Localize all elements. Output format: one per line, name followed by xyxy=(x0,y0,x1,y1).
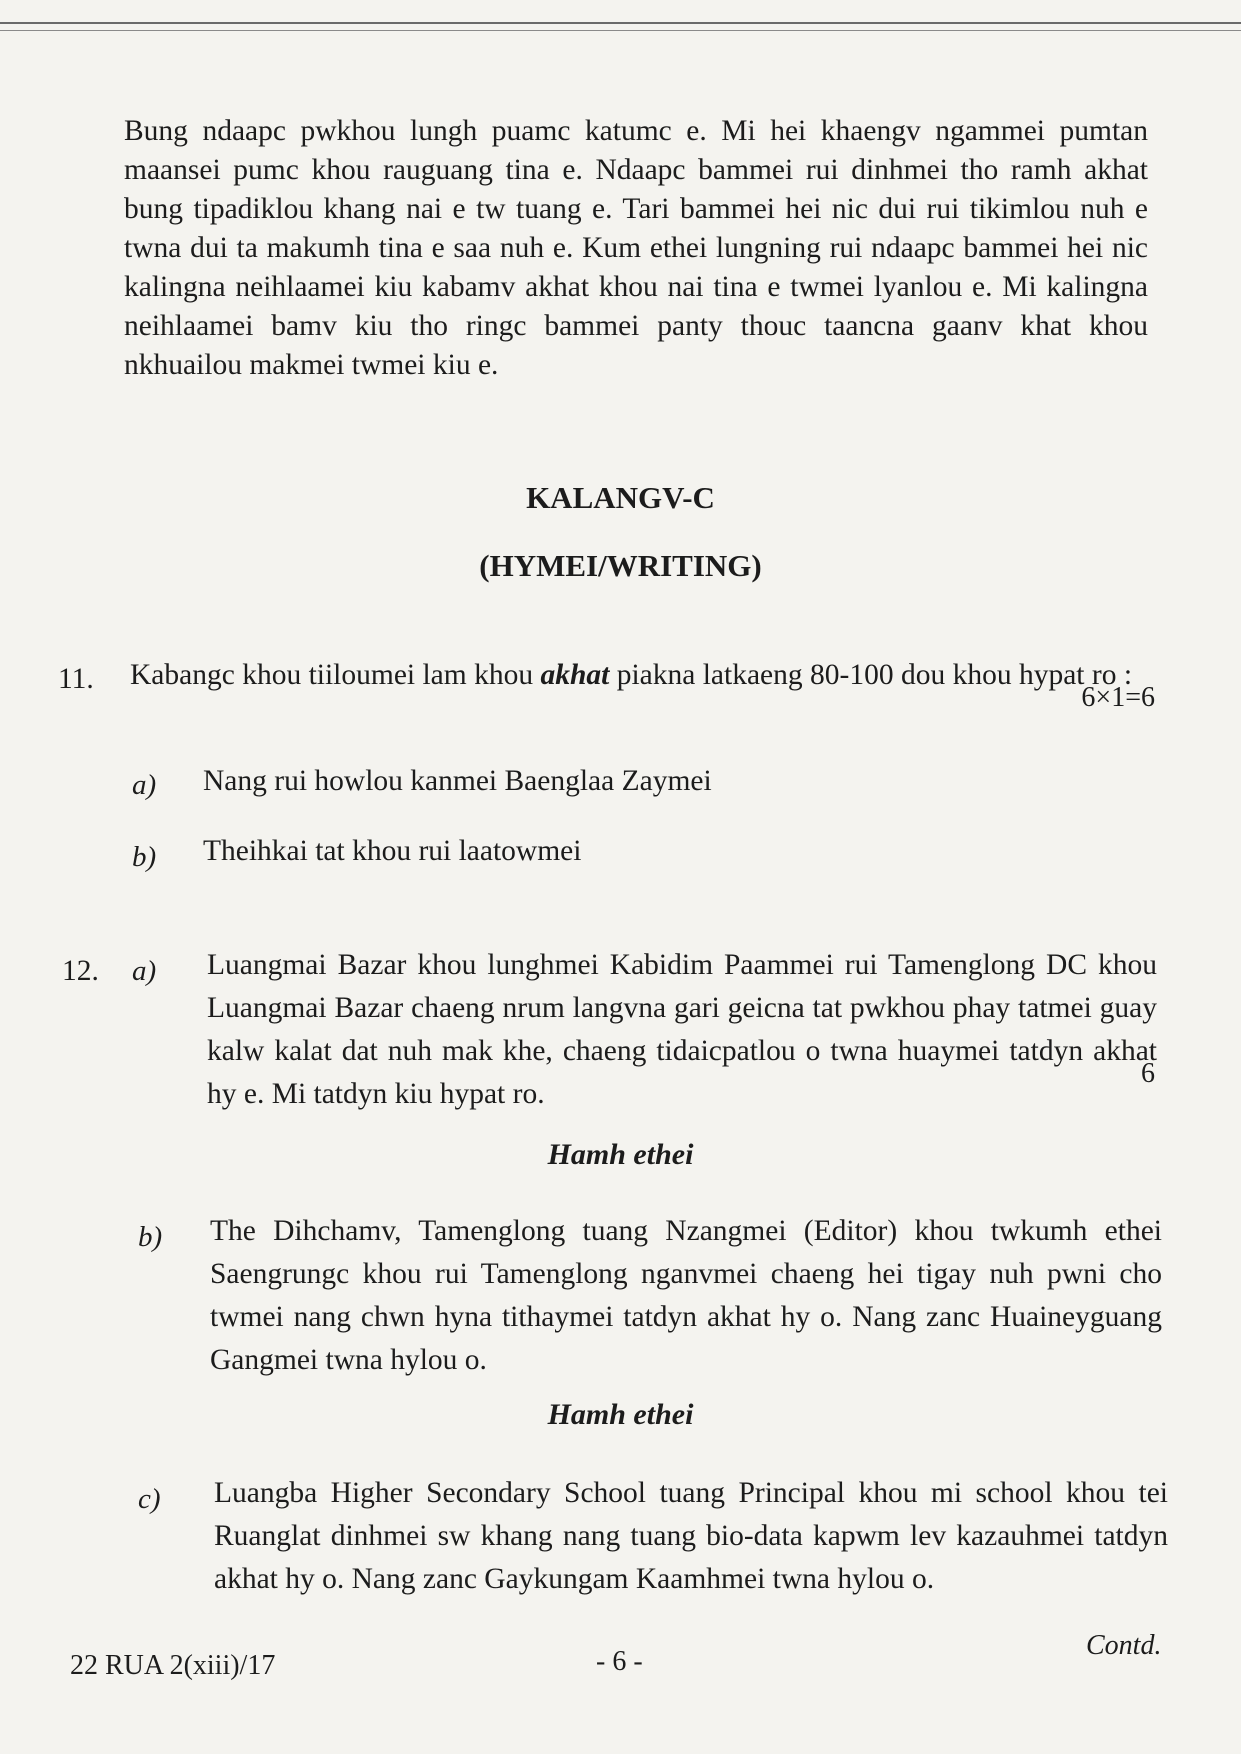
question-11-option-b-text: Theihkai tat khou rui laatowmei xyxy=(203,835,582,867)
question-11-marks: 6×1=6 xyxy=(1081,682,1155,713)
footer-paper-code: 22 RUA 2(xiii)/17 xyxy=(70,1650,276,1681)
question-11-text-before: Kabangc khou tiiloumei lam khou xyxy=(130,659,541,691)
question-11-option-a-label: a) xyxy=(132,769,157,801)
question-11-text-after: piakna latkaeng 80-100 dou khou hypat ro : xyxy=(609,659,1133,691)
question-12-option-b-label: b) xyxy=(138,1221,163,1253)
section-title: KALANGV-C xyxy=(526,480,715,515)
question-11-emphasis: akhat xyxy=(540,659,610,691)
question-12-marks: 6 xyxy=(1141,1058,1155,1089)
question-12-option-c-label: c) xyxy=(138,1483,161,1515)
or-heading-2: Hamh ethei xyxy=(547,1398,694,1431)
footer-page-number: - 6 - xyxy=(596,1646,643,1677)
top-border-line xyxy=(0,22,1241,24)
section-subtitle: (HYMEI/WRITING) xyxy=(479,548,762,583)
question-11-option-a-text: Nang rui howlou kanmei Baenglaa Zaymei xyxy=(203,765,712,797)
passage-paragraph: Bung ndaapc pwkhou lungh puamc katumc e. Mi hei khaengv ngammei pumtan maansei pumc khou rauguang tina e. Ndaapc bammei rui dinhmei tho ramh akhat bung tipadiklou khang nai e tw tuang e. Tari bammei hei nic dui rui tikimlou nuh e twna dui ta makumh tina e saa nuh e. Kum ethei lungning rui ndaapc bammei hei nic kalingna neihlaamei kiu kabamv akhat khou nai tina e twmei lyanlou e. Mi kalingna neihlaamei bamv kiu tho ringc bammei panty thouc taancna gaanv khat khou nkhuailou makmei twmei kiu e. xyxy=(124,115,1148,381)
question-12-option-a-label: a) xyxy=(132,955,157,987)
question-11-option-b-label: b) xyxy=(132,841,157,873)
or-heading-1: Hamh ethei xyxy=(547,1138,694,1171)
question-12-option-b-text: The Dihchamv, Tamenglong tuang Nzangmei (Editor) khou twkumh ethei Saengrungc khou rui Tamenglong nganvmei chaeng hei tigay nuh pwni cho twmei nang chwn hyna tithaymei tatdyn akhat hy o. Nang zanc Huaineyguang Gangmei twna hylou o. xyxy=(210,1215,1162,1376)
question-12-number: 12. xyxy=(62,955,99,987)
question-12-option-a-text: Luangmai Bazar khou lunghmei Kabidim Paammei rui Tamenglong DC khou Luangmai Bazar chaeng nrum langvna gari geicna tat pwkhou phay tatmei guay kalw kalat dat nuh mak khe, chaeng tidaicpatlou o twna huaymei tatdyn akhat hy e. Mi tatdyn kiu hypat ro. xyxy=(207,949,1157,1110)
question-12-option-c-text: Luangba Higher Secondary School tuang Principal khou mi school khou tei Ruanglat dinhmei sw khang nang tuang bio-data kapwm lev kazauhmei tatdyn akhat hy o. Nang zanc Gaykungam Kaamhmei twna hylou o. xyxy=(214,1477,1168,1595)
footer-continued: Contd. xyxy=(1086,1630,1162,1661)
top-border-line-secondary xyxy=(0,30,1241,31)
question-11-number: 11. xyxy=(58,663,94,695)
